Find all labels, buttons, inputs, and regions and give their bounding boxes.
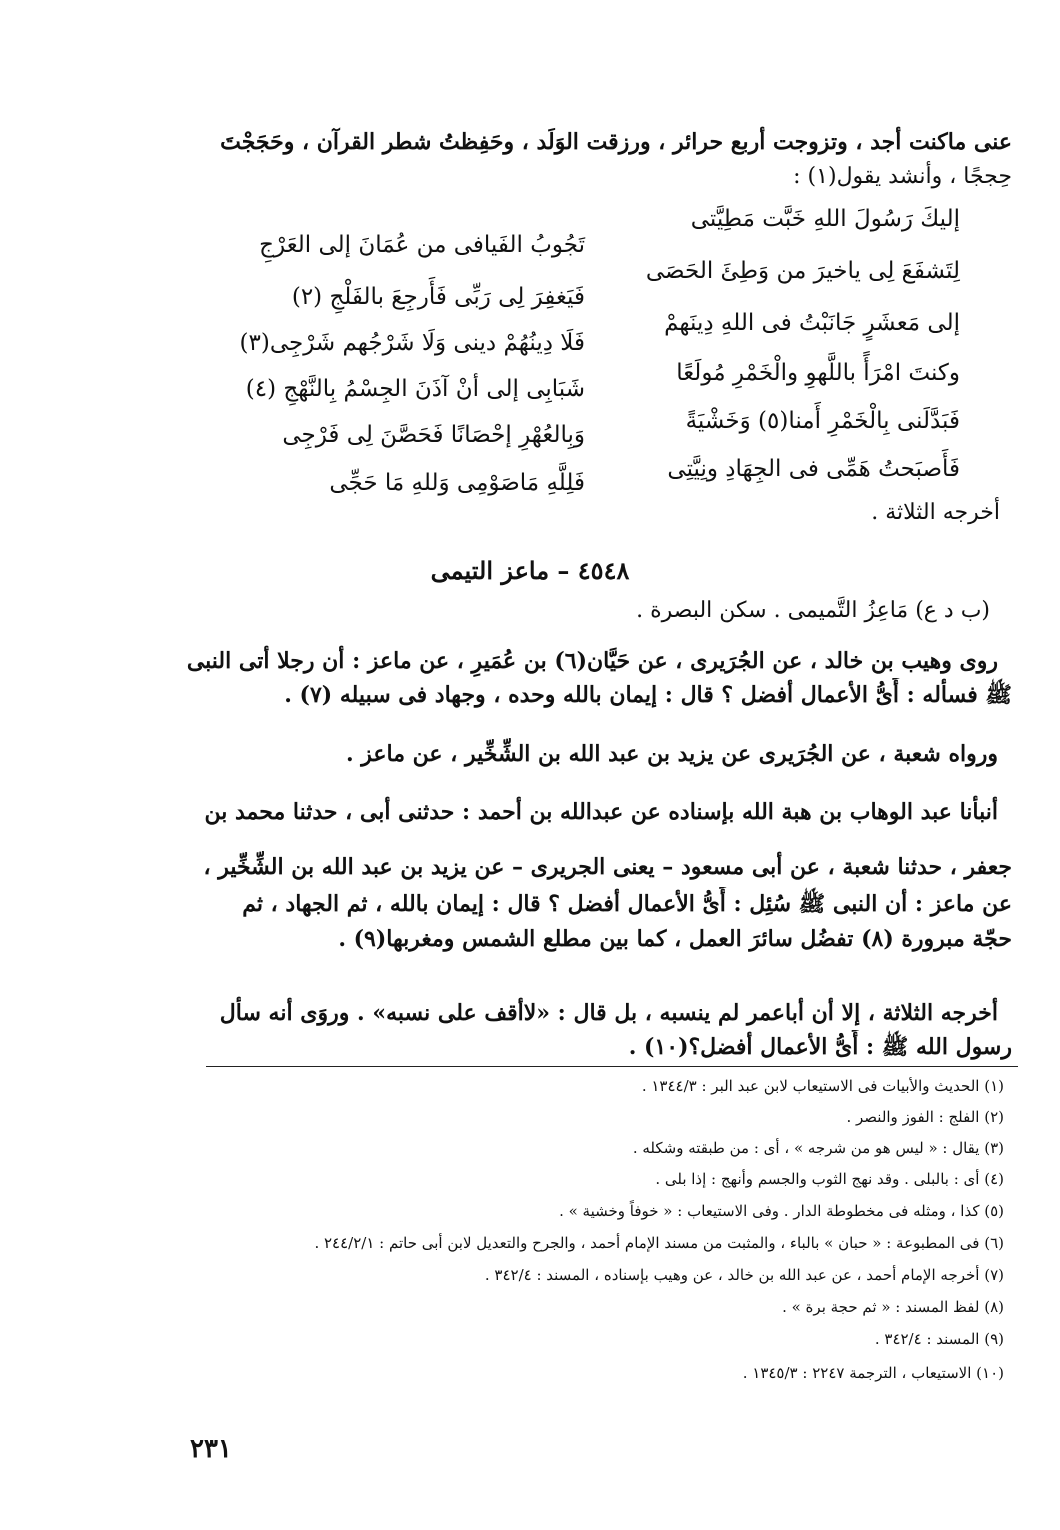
body-line-9: رسول الله ﷺ : أَىُّ الأعمال أفضل؟(١٠) . [628, 1034, 1012, 1060]
verse-4-first-hemistich: وكنتَ امْرَأً باللَّهوِ والْخَمْرِ مُولَعًا [676, 360, 960, 386]
verse-3-second-hemistich: فَلَا دِينُهُمْ دينى وَلَا شَرْجُهم شَرْجِى(٣) [239, 330, 585, 356]
page-number: ٢٣١ [190, 1434, 232, 1464]
verse-1-second-hemistich: تَجُوبُ الفَيافى من عُمَانَ إلى العَرْجِ [259, 232, 585, 258]
verse-5-second-hemistich: وَبِالعُهْرِ إحْصَانًا فَحَصَّنَ لِى فَرْجِى [282, 422, 585, 448]
footnote-5: (٥) كذا ، ومثله فى مخطوطة الدار . وفى الاستيعاب : « خوفاً وخشية » . [559, 1202, 1004, 1220]
verse-6-second-hemistich: فَلِلَّهِ مَاصَوْمِى وَللهِ مَا حَجِّى [329, 470, 585, 496]
body-line-6: عن ماعز : أن النبى ﷺ سُئِل : أَىُّ الأعمال أفضل ؟ قال : إيمان بالله ، ثم الجهاد ، ثم [242, 891, 1012, 917]
verse-2-second-hemistich: فَيَغفِرَ لِى رَبِّى فَأَرجِعَ بالفَلْجِ (٢) [291, 284, 585, 310]
body-line-1: روى وهيب بن خالد ، عن الجُرَيرى ، عن حَيَّان(٦) بن عُمَيرِ ، عن ماعز : أن رجلا أتى النبى [186, 648, 998, 674]
footnote-6: (٦) فى المطبوعة : « حبان » بالباء ، والمثبت من مسند الإمام أحمد ، والجرح والتعديل لابن أبى حاتم : ٢٤٤/٢/١ . [314, 1234, 1004, 1252]
body-line-7: حجّة مبرورة (٨) تفضُل سائرَ العمل ، كما بين مطلع الشمس ومغربها(٩) . [338, 926, 1012, 952]
body-line-4: أنبأنا عبد الوهاب بن هبة الله بإسناده عن عبدالله بن أحمد : حدثنى أبى ، حدثنا محمد بن [204, 799, 998, 825]
verse-4-second-hemistich: شَبَابِى إلى أنْ آذَنَ الجِسْمُ بِالنَّهْجِ (٤) [245, 376, 585, 402]
body-line-2: ﷺ فسأله : أَىُّ الأعمال أفضل ؟ قال : إيمان بالله وحده ، وجهاد فى سبيله (٧) . [284, 682, 1012, 708]
footnote-4: (٤) أى : بالبلى . وقد نهج الثوب والجسم وأنهج : إذا بلى . [655, 1170, 1004, 1188]
footnote-separator [206, 1066, 1018, 1067]
footnote-9: (٩) المسند : ٣٤٢/٤ . [874, 1330, 1004, 1348]
verse-1-first-hemistich: إليكَ رَسُولَ اللهِ خَبَّت مَطِيَّتى [690, 206, 960, 232]
entry-heading: ٤٥٤٨ – ماعز التيمى [430, 556, 630, 585]
intro-line-1: عنى ماكنت أجد ، وتزوجت أربع حرائر ، ورزقت الوَلَد ، وحَفِظتُ شطر القرآن ، وحَجَجْتَ [220, 129, 1012, 155]
footnote-3: (٣) يقال : « ليس هو من شرجه » ، أى : من طبقته وشكله . [632, 1139, 1004, 1157]
intro-line-2: حِججًا ، وأنشد يقول(١) : [793, 164, 1012, 189]
entry-intro: (ب د ع) مَاعِزُ التَّميمى . سكن البصرة . [636, 598, 990, 623]
body-line-3: ورواه شعبة ، عن الجُرَيرى عن يزيد بن عبد الله بن الشِّخِّير ، عن ماعز . [345, 741, 998, 767]
footnote-1: (١) الحديث والأبيات فى الاستيعاب لابن عبد البر : ١٣٤٤/٣ . [641, 1077, 1004, 1095]
footnote-2: (٢) الفلج : الفوز والنصر . [846, 1108, 1004, 1126]
verse-2-first-hemistich: لِتَشفَعَ لِى ياخيرَ من وَطِئَ الحَصَى [645, 258, 960, 284]
footnote-10: (١٠) الاستيعاب ، الترجمة ٢٢٤٧ : ١٣٤٥/٣ . [742, 1364, 1004, 1382]
body-line-8: أخرجه الثلاثة ، إلا أن أباعمر لم ينسبه ، بل قال : «لاأقف على نسبه» . وروَى أنه سأل [219, 1000, 998, 1026]
footnote-7: (٧) أخرجه الإمام أحمد ، عن عبد الله بن خالد ، عن وهيب بإسناده ، المسند : ٣٤٢/٤ . [484, 1266, 1004, 1284]
takhrij-line: أخرجه الثلاثة . [871, 500, 1000, 525]
body-line-5: جعفر ، حدثنا شعبة ، عن أبى مسعود – يعنى الجريرى – عن يزيد بن عبد الله بن الشِّخِّير ، [203, 854, 1012, 880]
verse-6-first-hemistich: فَأَصبَحتُ هَمِّى فى الجِهَادِ ونِيَّتِى [667, 456, 960, 482]
footnote-8: (٨) لفظ المسند : « ثم حجة برة » . [782, 1298, 1004, 1316]
verse-3-first-hemistich: إلى مَعشَرٍ جَانَبْتُ فى اللهِ دِينَهمْ [664, 310, 960, 336]
verse-5-first-hemistich: فَبَدَّلَنى بِالْخَمْرِ أَمنا(٥) وَخَشْيَةً [685, 408, 960, 434]
